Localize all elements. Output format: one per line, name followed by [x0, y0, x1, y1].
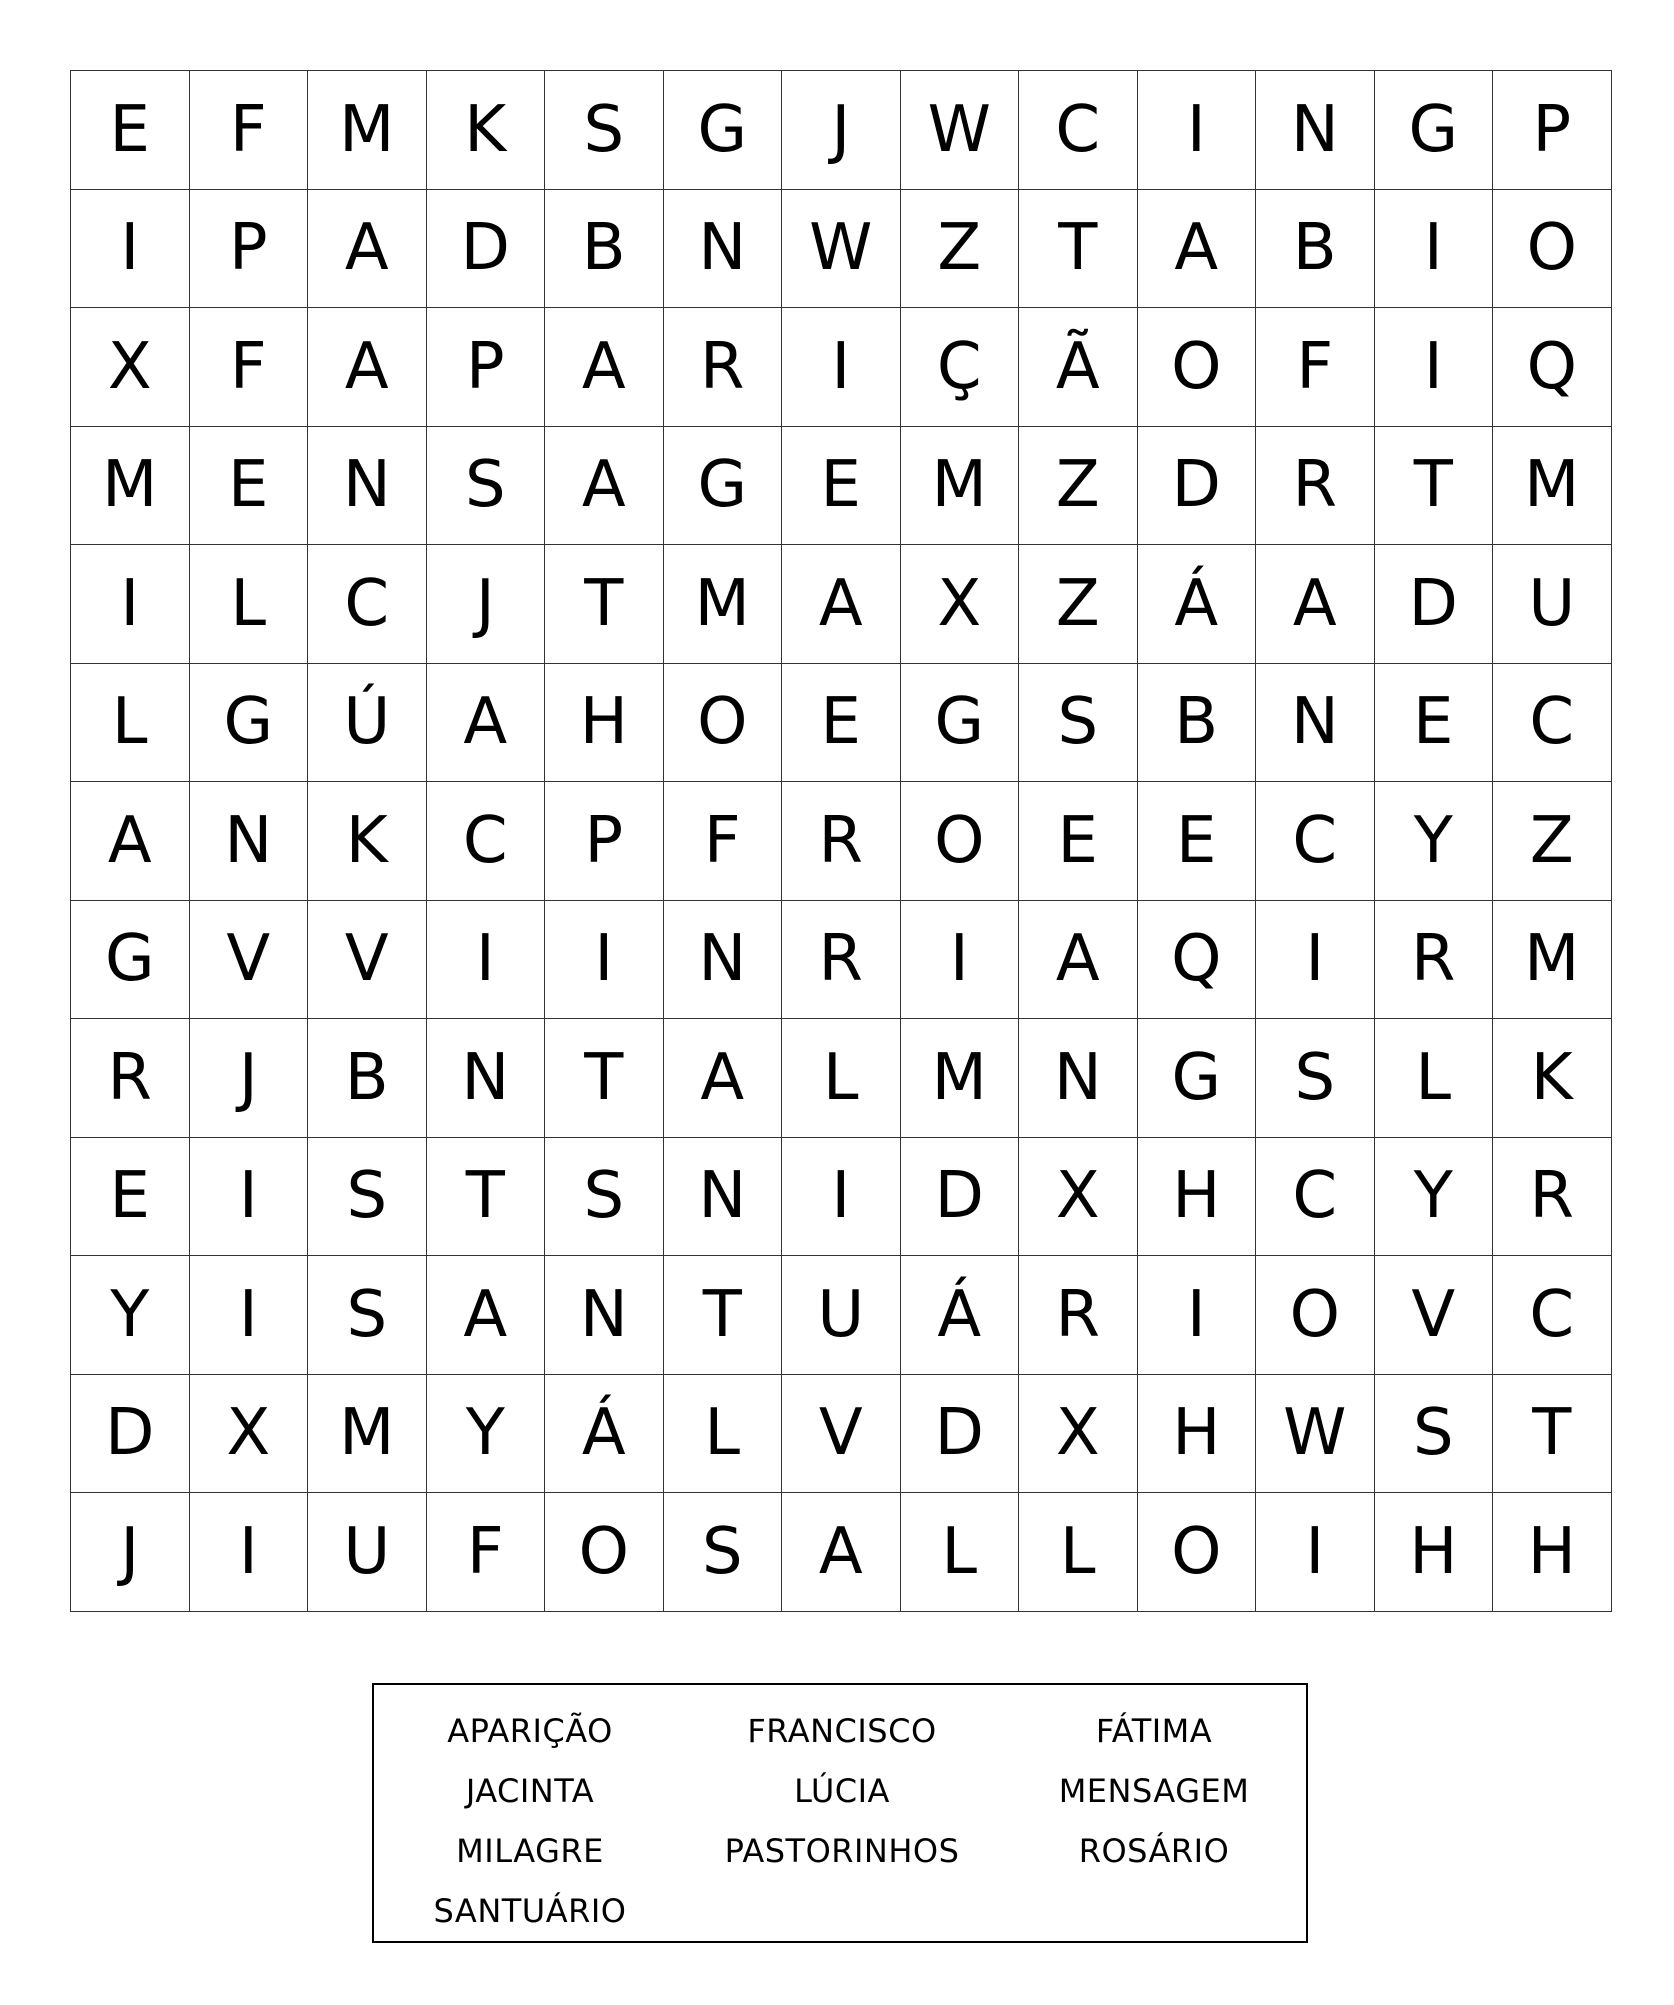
- grid-cell[interactable]: L: [1375, 1019, 1494, 1138]
- grid-cell[interactable]: N: [664, 901, 783, 1020]
- grid-cell[interactable]: J: [782, 71, 901, 190]
- grid-cell[interactable]: H: [545, 664, 664, 783]
- grid-cell[interactable]: R: [1019, 1256, 1138, 1375]
- grid-cell[interactable]: G: [1375, 71, 1494, 190]
- grid-cell[interactable]: A: [1256, 545, 1375, 664]
- grid-cell[interactable]: W: [782, 190, 901, 309]
- grid-cell[interactable]: M: [308, 71, 427, 190]
- grid-cell[interactable]: W: [1256, 1375, 1375, 1494]
- grid-cell[interactable]: Y: [1375, 1138, 1494, 1257]
- grid-cell[interactable]: B: [308, 1019, 427, 1138]
- grid-cell[interactable]: I: [1138, 1256, 1257, 1375]
- grid-cell[interactable]: E: [1138, 782, 1257, 901]
- grid-cell[interactable]: P: [1493, 71, 1612, 190]
- grid-cell[interactable]: G: [664, 427, 783, 546]
- grid-cell[interactable]: D: [427, 190, 546, 309]
- grid-cell[interactable]: L: [190, 545, 309, 664]
- grid-cell[interactable]: R: [782, 782, 901, 901]
- word-list-item: LÚCIA: [794, 1772, 890, 1810]
- word-list: [374, 1701, 1306, 1941]
- grid-cell[interactable]: I: [1256, 901, 1375, 1020]
- grid-cell[interactable]: Á: [545, 1375, 664, 1494]
- letter-grid: [70, 70, 1612, 1612]
- grid-cell[interactable]: O: [901, 782, 1020, 901]
- grid-cell[interactable]: I: [1138, 71, 1257, 190]
- grid-cell[interactable]: N: [545, 1256, 664, 1375]
- grid-cell[interactable]: Ç: [901, 308, 1020, 427]
- grid-cell[interactable]: U: [782, 1256, 901, 1375]
- grid-cell[interactable]: C: [1256, 1138, 1375, 1257]
- grid-cell[interactable]: I: [901, 901, 1020, 1020]
- grid-cell[interactable]: C: [1493, 664, 1612, 783]
- grid-cell[interactable]: E: [190, 427, 309, 546]
- grid-cell[interactable]: R: [71, 1019, 190, 1138]
- grid-cell[interactable]: O: [664, 664, 783, 783]
- grid-cell[interactable]: B: [1256, 190, 1375, 309]
- grid-cell[interactable]: C: [1493, 1256, 1612, 1375]
- grid-cell[interactable]: Ã: [1019, 308, 1138, 427]
- grid-cell[interactable]: A: [1019, 901, 1138, 1020]
- grid-cell[interactable]: C: [1256, 782, 1375, 901]
- grid-cell[interactable]: D: [1375, 545, 1494, 664]
- grid-cell[interactable]: E: [71, 1138, 190, 1257]
- word-list-box: [372, 1683, 1308, 1943]
- grid-cell[interactable]: F: [427, 1493, 546, 1612]
- grid-cell[interactable]: O: [1138, 1493, 1257, 1612]
- grid-cell[interactable]: S: [427, 427, 546, 546]
- grid-cell[interactable]: I: [427, 901, 546, 1020]
- grid-cell[interactable]: R: [1375, 901, 1494, 1020]
- grid-cell[interactable]: C: [427, 782, 546, 901]
- grid-cell[interactable]: S: [1019, 664, 1138, 783]
- grid-cell[interactable]: B: [1138, 664, 1257, 783]
- grid-cell[interactable]: Á: [1138, 545, 1257, 664]
- grid-cell[interactable]: K: [1493, 1019, 1612, 1138]
- grid-cell[interactable]: A: [664, 1019, 783, 1138]
- word-list-item: FÁTIMA: [1095, 1712, 1213, 1750]
- grid-cell[interactable]: L: [71, 664, 190, 783]
- grid-cell[interactable]: V: [190, 901, 309, 1020]
- grid-cell[interactable]: O: [1256, 1256, 1375, 1375]
- word-list-item: PASTORINHOS: [724, 1832, 960, 1870]
- grid-cell[interactable]: X: [1019, 1375, 1138, 1494]
- grid-cell[interactable]: J: [427, 545, 546, 664]
- grid-cell[interactable]: P: [190, 190, 309, 309]
- grid-cell[interactable]: A: [1138, 190, 1257, 309]
- grid-cell[interactable]: N: [427, 1019, 546, 1138]
- grid-cell[interactable]: M: [71, 427, 190, 546]
- grid-cell[interactable]: N: [664, 190, 783, 309]
- grid-cell[interactable]: H: [1375, 1493, 1494, 1612]
- grid-cell[interactable]: A: [782, 545, 901, 664]
- grid-cell[interactable]: F: [664, 782, 783, 901]
- grid-cell[interactable]: S: [308, 1138, 427, 1257]
- grid-cell[interactable]: X: [190, 1375, 309, 1494]
- grid-cell[interactable]: X: [1019, 1138, 1138, 1257]
- word-list-item: MILAGRE: [456, 1832, 604, 1870]
- grid-cell[interactable]: Z: [1019, 545, 1138, 664]
- grid-cell[interactable]: G: [71, 901, 190, 1020]
- grid-cell[interactable]: H: [1493, 1493, 1612, 1612]
- grid-cell[interactable]: I: [190, 1256, 309, 1375]
- grid-cell[interactable]: Á: [901, 1256, 1020, 1375]
- grid-cell[interactable]: U: [308, 1493, 427, 1612]
- grid-cell[interactable]: Q: [1493, 308, 1612, 427]
- grid-cell[interactable]: F: [190, 71, 309, 190]
- grid-cell[interactable]: V: [308, 901, 427, 1020]
- grid-cell[interactable]: X: [901, 545, 1020, 664]
- word-list-item: APARIÇÃO: [447, 1712, 613, 1750]
- grid-cell[interactable]: H: [1138, 1138, 1257, 1257]
- grid-cell[interactable]: L: [901, 1493, 1020, 1612]
- grid-cell[interactable]: E: [782, 664, 901, 783]
- grid-cell[interactable]: I: [190, 1493, 309, 1612]
- grid-cell[interactable]: M: [901, 1019, 1020, 1138]
- grid-cell[interactable]: V: [782, 1375, 901, 1494]
- grid-cell[interactable]: S: [545, 1138, 664, 1257]
- grid-cell[interactable]: R: [664, 308, 783, 427]
- grid-cell[interactable]: P: [545, 782, 664, 901]
- grid-cell[interactable]: E: [1019, 782, 1138, 901]
- grid-cell[interactable]: C: [1019, 71, 1138, 190]
- grid-cell[interactable]: X: [71, 308, 190, 427]
- grid-cell[interactable]: A: [308, 308, 427, 427]
- grid-cell[interactable]: I: [190, 1138, 309, 1257]
- grid-cell[interactable]: M: [901, 427, 1020, 546]
- grid-cell[interactable]: I: [782, 308, 901, 427]
- grid-cell[interactable]: T: [545, 1019, 664, 1138]
- grid-cell[interactable]: L: [664, 1375, 783, 1494]
- grid-cell[interactable]: A: [427, 664, 546, 783]
- grid-cell[interactable]: B: [545, 190, 664, 309]
- grid-cell[interactable]: R: [1256, 427, 1375, 546]
- word-list-item: MENSAGEM: [1058, 1772, 1250, 1810]
- grid-cell[interactable]: Ú: [308, 664, 427, 783]
- grid-cell[interactable]: A: [545, 427, 664, 546]
- word-list-item: ROSÁRIO: [1078, 1832, 1230, 1870]
- grid-cell[interactable]: G: [1138, 1019, 1257, 1138]
- word-list-item: SANTUÁRIO: [433, 1892, 627, 1930]
- grid-cell[interactable]: I: [71, 545, 190, 664]
- grid-cell[interactable]: E: [782, 427, 901, 546]
- grid-cell[interactable]: L: [1019, 1493, 1138, 1612]
- grid-cell[interactable]: R: [782, 901, 901, 1020]
- grid-cell[interactable]: Z: [1019, 427, 1138, 546]
- grid-cell[interactable]: D: [901, 1138, 1020, 1257]
- grid-cell[interactable]: Y: [1375, 782, 1494, 901]
- grid-cell[interactable]: S: [1375, 1375, 1494, 1494]
- grid-cell[interactable]: G: [190, 664, 309, 783]
- grid-cell[interactable]: I: [782, 1138, 901, 1257]
- grid-cell[interactable]: M: [1493, 901, 1612, 1020]
- grid-cell[interactable]: O: [1493, 190, 1612, 309]
- grid-cell[interactable]: N: [1256, 664, 1375, 783]
- grid-cell[interactable]: F: [1256, 308, 1375, 427]
- grid-cell[interactable]: Z: [901, 190, 1020, 309]
- grid-cell[interactable]: I: [1375, 308, 1494, 427]
- grid-cell[interactable]: O: [1138, 308, 1257, 427]
- grid-cell[interactable]: I: [1256, 1493, 1375, 1612]
- grid-cell[interactable]: F: [190, 308, 309, 427]
- grid-cell[interactable]: H: [1138, 1375, 1257, 1494]
- grid-cell[interactable]: M: [664, 545, 783, 664]
- grid-cell[interactable]: M: [308, 1375, 427, 1494]
- grid-cell[interactable]: T: [1375, 427, 1494, 546]
- grid-cell[interactable]: J: [71, 1493, 190, 1612]
- grid-cell[interactable]: A: [71, 782, 190, 901]
- grid-cell[interactable]: A: [545, 308, 664, 427]
- grid-cell[interactable]: W: [901, 71, 1020, 190]
- grid-cell[interactable]: R: [1493, 1138, 1612, 1257]
- grid-cell[interactable]: Z: [1493, 782, 1612, 901]
- grid-cell[interactable]: C: [308, 545, 427, 664]
- grid-cell[interactable]: N: [1256, 71, 1375, 190]
- grid-cell[interactable]: S: [664, 1493, 783, 1612]
- grid-cell[interactable]: Y: [427, 1375, 546, 1494]
- grid-cell[interactable]: L: [782, 1019, 901, 1138]
- grid-cell[interactable]: E: [1375, 664, 1494, 783]
- grid-cell[interactable]: N: [664, 1138, 783, 1257]
- grid-cell[interactable]: E: [71, 71, 190, 190]
- grid-cell[interactable]: M: [1493, 427, 1612, 546]
- grid-cell[interactable]: D: [71, 1375, 190, 1494]
- grid-cell[interactable]: T: [545, 545, 664, 664]
- grid-cell[interactable]: I: [1375, 190, 1494, 309]
- grid-cell[interactable]: P: [427, 308, 546, 427]
- grid-cell[interactable]: G: [901, 664, 1020, 783]
- grid-cell[interactable]: T: [427, 1138, 546, 1257]
- grid-cell[interactable]: T: [1019, 190, 1138, 309]
- grid-cell[interactable]: A: [308, 190, 427, 309]
- grid-cell[interactable]: D: [901, 1375, 1020, 1494]
- grid-cell[interactable]: N: [1019, 1019, 1138, 1138]
- grid-cell[interactable]: N: [190, 782, 309, 901]
- grid-cell[interactable]: A: [427, 1256, 546, 1375]
- grid-cell[interactable]: T: [664, 1256, 783, 1375]
- word-list-item: JACINTA: [465, 1772, 595, 1810]
- grid-cell[interactable]: A: [782, 1493, 901, 1612]
- grid-cell[interactable]: S: [545, 71, 664, 190]
- grid-cell[interactable]: S: [1256, 1019, 1375, 1138]
- grid-cell[interactable]: T: [1493, 1375, 1612, 1494]
- grid-cell[interactable]: Y: [71, 1256, 190, 1375]
- grid-cell[interactable]: N: [308, 427, 427, 546]
- grid-cell[interactable]: U: [1493, 545, 1612, 664]
- grid-cell[interactable]: V: [1375, 1256, 1494, 1375]
- word-list-item: FRANCISCO: [747, 1712, 937, 1750]
- grid-cell[interactable]: D: [1138, 427, 1257, 546]
- grid-cell[interactable]: Q: [1138, 901, 1257, 1020]
- grid-cell[interactable]: I: [545, 901, 664, 1020]
- grid-cell[interactable]: S: [308, 1256, 427, 1375]
- grid-cell[interactable]: G: [664, 71, 783, 190]
- grid-cell[interactable]: O: [545, 1493, 664, 1612]
- grid-cell[interactable]: K: [308, 782, 427, 901]
- grid-cell[interactable]: K: [427, 71, 546, 190]
- grid-cell[interactable]: J: [190, 1019, 309, 1138]
- grid-cell[interactable]: I: [71, 190, 190, 309]
